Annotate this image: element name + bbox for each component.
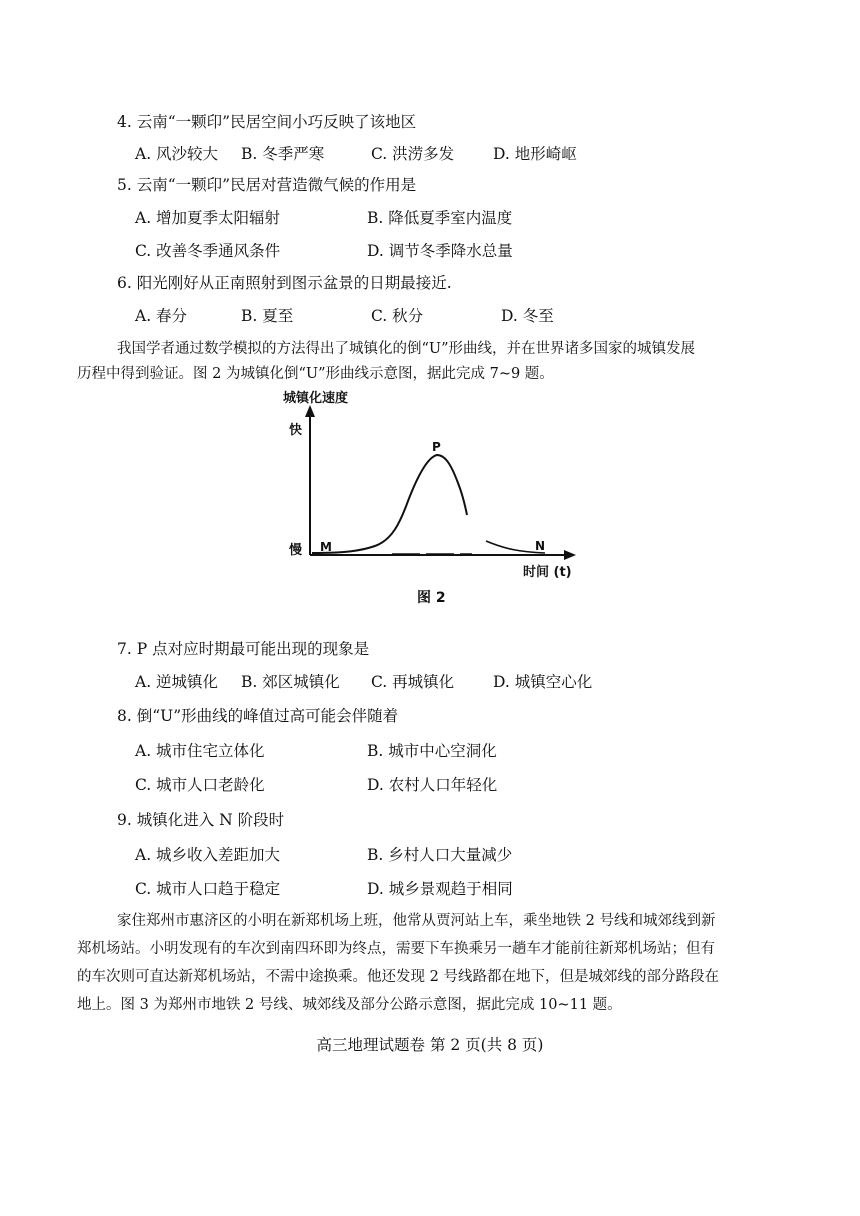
question-6-option-c: C. 秋分	[371, 307, 424, 325]
y-high-label: 快	[289, 423, 303, 438]
question-9-stem: 9. 城镇化进入 N 阶段时	[117, 811, 285, 829]
page-footer: 高三地理试题卷 第 2 页(共 8 页)	[316, 1036, 544, 1054]
question-8-stem: 8. 倒“U”形曲线的峰值过高可能会伴随着	[117, 707, 399, 725]
question-4-option-a: A. 风沙较大	[135, 145, 219, 163]
question-5-option-c: C. 改善冬季通风条件	[135, 242, 281, 260]
intro-paragraph-1-line-1: 我国学者通过数学模拟的方法得出了城镇化的倒“U”形曲线，并在世界诸多国家的城镇发展	[117, 341, 696, 357]
question-8-option-d: D. 农村人口年轻化	[367, 776, 498, 794]
intro-paragraph-2-line-4: 地上。图 3 为郑州市地铁 2 号线、城郊线及部分公路示意图，据此完成 10~11 题。	[77, 997, 622, 1013]
question-6-stem: 6. 阳光刚好从正南照射到图示盆景的日期最接近.	[117, 274, 452, 292]
point-m-label: M	[320, 540, 332, 554]
question-6-option-a: A. 春分	[135, 307, 188, 325]
question-7-option-b: B. 郊区城镇化	[241, 673, 340, 691]
question-8-option-a: A. 城市住宅立体化	[135, 742, 265, 760]
question-7-option-a: A. 逆城镇化	[135, 673, 219, 691]
question-5-option-b: B. 降低夏季室内温度	[367, 209, 513, 227]
figure-2-inverted-u-curve	[0, 383, 860, 623]
question-4-stem: 4. 云南“一颗印”民居空间小巧反映了该地区	[117, 113, 417, 131]
question-9-option-a: A. 城乡收入差距加大	[135, 846, 281, 864]
x-axis-arrow	[564, 550, 576, 560]
figure-caption: 图 2	[417, 590, 446, 606]
question-5-stem: 5. 云南“一颗印”民居对营造微气候的作用是	[117, 176, 417, 194]
x-axis-title: 时间 (t)	[523, 565, 572, 580]
question-9-option-d: D. 城乡景观趋于相同	[367, 880, 513, 898]
question-4-option-b: B. 冬季严寒	[241, 145, 325, 163]
curve-rise	[312, 455, 467, 553]
question-4-option-d: D. 地形崎岖	[493, 145, 577, 163]
intro-paragraph-2-line-3: 的车次则可直达新郑机场站，不需中途换乘。他还发现 2 号线路都在地下，但是城郊线的部分路段在	[77, 969, 719, 985]
intro-paragraph-1-line-2: 历程中得到验证。图 2 为城镇化倒“U”形曲线示意图，据此完成 7~9 题。	[77, 366, 554, 382]
question-6-option-d: D. 冬至	[501, 307, 554, 325]
question-5-option-a: A. 增加夏季太阳辐射	[135, 209, 281, 227]
y-low-label: 慢	[289, 543, 303, 558]
intro-paragraph-2-line-1: 家住郑州市惠济区的小明在新郑机场上班，他常从贾河站上车，乘坐地铁 2 号线和城郊线到新	[117, 913, 716, 929]
intro-paragraph-2-line-2: 郑机场站。小明发现有的车次到南四环即为终点，需要下车换乘另一趟车才能前往新郑机场站；但有	[77, 941, 715, 957]
question-7-stem: 7. P 点对应时期最可能出现的现象是	[117, 640, 370, 658]
question-6-option-b: B. 夏至	[241, 307, 294, 325]
y-axis-title: 城镇化速度	[283, 391, 349, 406]
point-p-label: P	[432, 440, 441, 454]
question-5-option-d: D. 调节冬季降水总量	[367, 242, 513, 260]
question-4-option-c: C. 洪涝多发	[371, 145, 455, 163]
point-n-label: N	[535, 539, 546, 553]
question-8-option-b: B. 城市中心空洞化	[367, 742, 497, 760]
question-9-option-b: B. 乡村人口大量减少	[367, 846, 513, 864]
question-7-option-d: D. 城镇空心化	[493, 673, 593, 691]
y-axis-arrow	[305, 405, 315, 417]
question-8-option-c: C. 城市人口老龄化	[135, 776, 265, 794]
question-9-option-c: C. 城市人口趋于稳定	[135, 880, 281, 898]
question-7-option-c: C. 再城镇化	[371, 673, 455, 691]
